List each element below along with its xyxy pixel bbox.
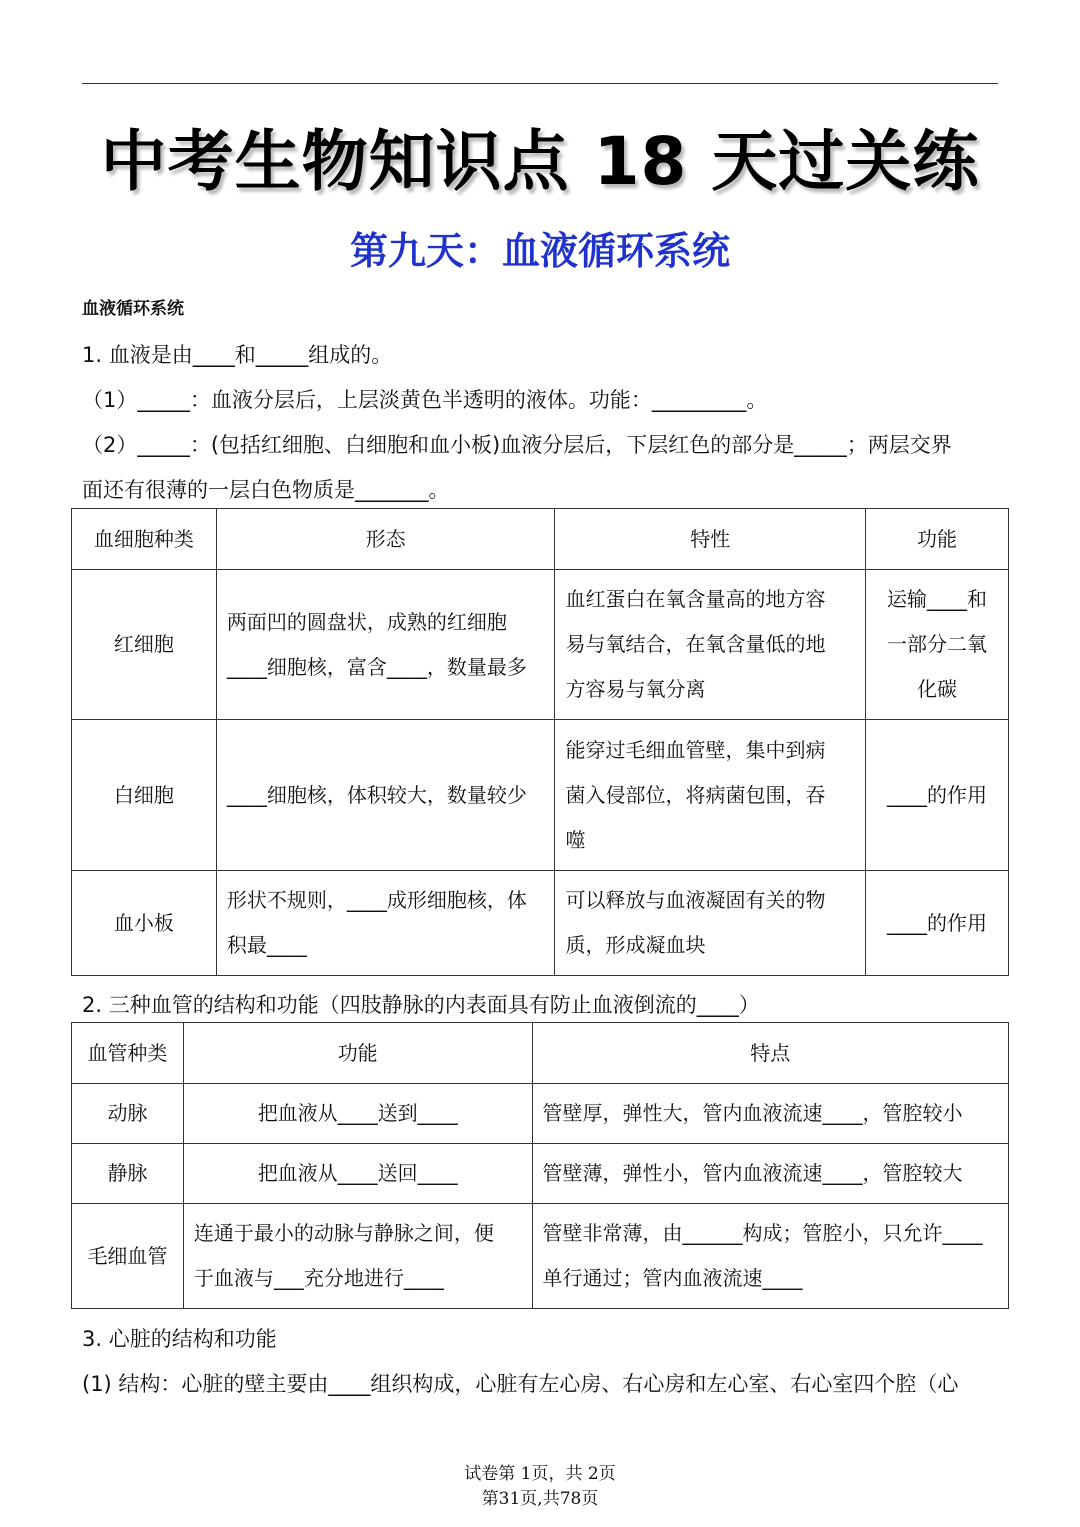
table-row [72,1204,1009,1309]
cell-trait [555,720,866,871]
question-2: 2. 三种血管的结构和功能（四肢静脉的内表面具有防止血液倒流的____） [82,993,760,1017]
header-cell: 血管种类 [72,1023,184,1084]
cell-line: ____细胞核，体积较大，数量较少 [226,782,527,807]
header-cell: 形态 [216,509,555,570]
cell-type: 血小板 [72,871,217,976]
cell-line: 两面凹的圆盘状，成熟的红细胞 [226,609,507,634]
header-cell: 血细胞种类 [72,509,217,570]
vessel-feat [532,1084,1009,1144]
cell-line: 管壁薄，弹性小，管内血液流速____，管腔较大 [542,1161,963,1185]
cell-line: 菌入侵部位，将病菌包围，吞 [565,782,826,807]
cell-line: ____的作用 [887,910,988,935]
cell-line: 把血液从____送到____ [257,1101,458,1125]
page-subtitle: 第九天：血液循环系统 [349,229,730,273]
cell-type: 白细胞 [72,720,217,871]
vessel-func [183,1144,532,1204]
cell-line: ____细胞核，富含____，数量最多 [226,654,527,679]
cell-trait [555,570,866,720]
blood-cell-table [71,508,1009,976]
cell-trait [555,871,866,976]
vessel-feat [532,1204,1009,1309]
cell-form [216,720,555,871]
table-row [72,871,1009,976]
vessel-type: 毛细血管 [72,1204,184,1309]
table-row [72,570,1009,720]
question-1-sub-1: （1）_____：血液分层后，上层淡黄色半透明的液体。功能：_________。 [82,388,768,412]
page-title: 中考生物知识点 18 天过关练 [100,123,980,200]
cell-line: 血红蛋白在氧含量高的地方容 [565,587,826,611]
cell-line: 管壁非常薄，由______构成；管腔小，只允许____ [542,1221,983,1245]
cell-line: 把血液从____送回____ [257,1161,458,1185]
cell-func [866,570,1009,720]
table-row [72,1084,1009,1144]
cell-line: 单行通过；管内血液流速____ [542,1266,803,1290]
vessel-feat [532,1144,1009,1204]
question-1: 1. 血液是由____和_____组成的。 [82,343,393,367]
cell-func [866,720,1009,871]
cell-line: 运输____和 [887,587,988,611]
vessel-func [183,1084,532,1144]
vessel-func [183,1204,532,1309]
header-cell: 功能 [183,1023,532,1084]
cell-line: ____的作用 [887,782,988,807]
vessel-type: 静脉 [72,1144,184,1204]
cell-line: 能穿过毛细血管壁，集中到病 [565,737,826,762]
cell-type: 红细胞 [72,570,217,720]
question-3-sub-1: (1) 结构：心脏的壁主要由____组织构成，心脏有左心房、右心房和左心室、右心室四个腔（心 [82,1372,959,1396]
cell-line: 方容易与氧分离 [565,677,706,701]
question-1-sub-2: （2）_____：(包括红细胞、白细胞和血小板)血液分层后，下层红色的部分是_____；两层交界 [82,433,952,457]
cell-form [216,570,555,720]
table-header-row [72,1023,1009,1084]
cell-line: 可以释放与血液凝固有关的物 [565,888,826,912]
top-rule [82,83,998,84]
header-cell: 特性 [555,509,866,570]
question-3: 3. 心脏的结构和功能 [82,1327,277,1351]
cell-func [866,871,1009,976]
cell-line: 于血液与___充分地进行____ [193,1266,444,1290]
table-header-row [72,509,1009,570]
table-row [72,720,1009,871]
cell-line: 一部分二氧 [887,632,988,656]
cell-line: 管壁厚，弹性大，管内血液流速____，管腔较小 [542,1101,963,1125]
section-label: 血液循环系统 [82,299,184,319]
blood-vessel-table [71,1022,1009,1309]
cell-line: 连通于最小的动脉与静脉之间，便 [193,1221,494,1245]
cell-line: 化碳 [917,677,958,701]
cell-line: 形状不规则，____成形细胞核，体 [226,888,527,912]
header-cell: 功能 [866,509,1009,570]
header-cell: 特点 [532,1023,1009,1084]
footer-page-info: 试卷第 1页，共 2页 [464,1464,616,1484]
cell-line: 质，形成凝血块 [565,933,706,957]
cell-line: 积最____ [226,933,307,957]
cell-form [216,871,555,976]
vessel-type: 动脉 [72,1084,184,1144]
cell-line: 噬 [565,827,586,852]
footer-page-count: 第31页,共78页 [481,1489,599,1509]
cell-line: 易与氧结合，在氧含量低的地 [565,632,826,656]
question-1-sub-2-cont: 面还有很薄的一层白色物质是_______。 [82,478,450,502]
table-row [72,1144,1009,1204]
